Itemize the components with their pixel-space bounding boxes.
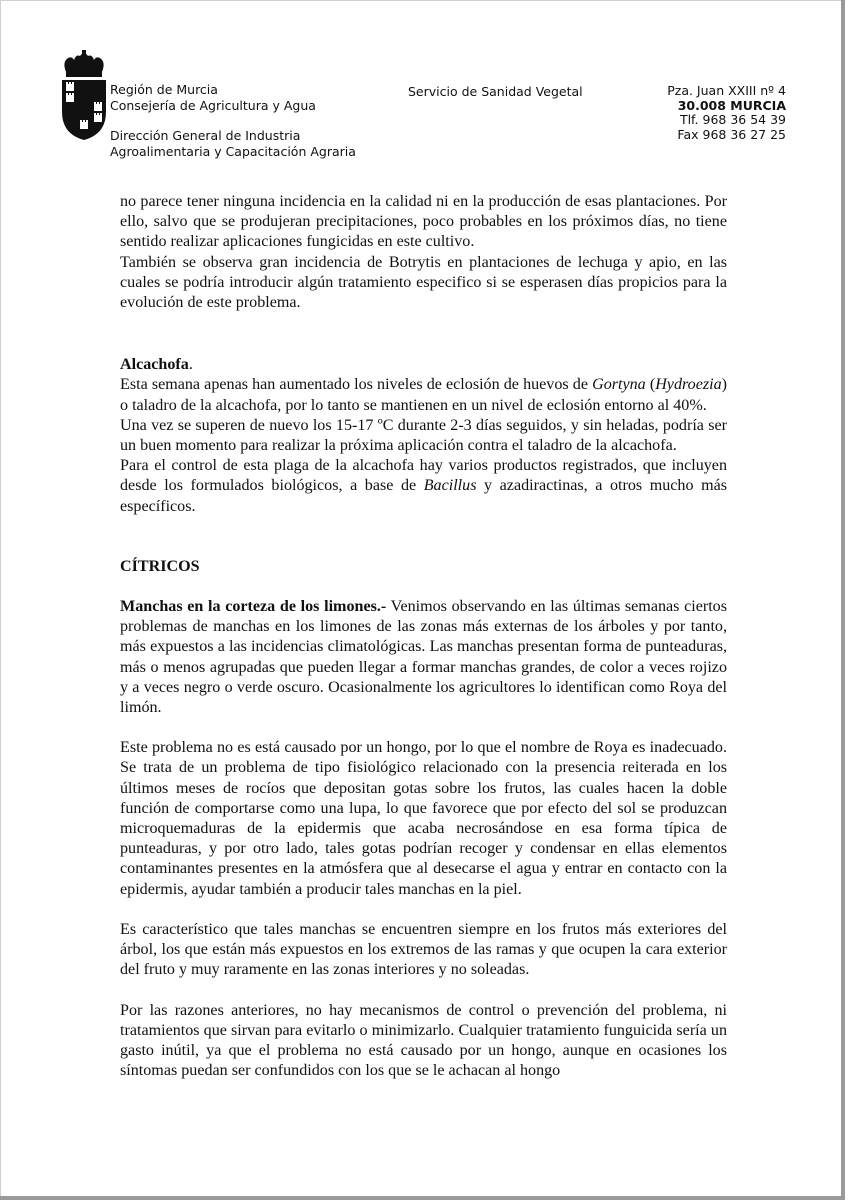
dir-line-1: Dirección General de Industria	[110, 128, 301, 143]
artichoke-p3-text-a: Para el control de esta plaga de la alcachofa hay varios productos registrados, que incluyen desde los formulados biológicos, a base de	[120, 457, 727, 495]
address-block	[600, 84, 786, 142]
artichoke-p1-text-c: ) o taladro de la alcachofa, por lo tanto se mantienen en un nivel de eclosión entorno al 40%.	[120, 376, 727, 414]
address-street: Pza. Juan XXIII nº 4	[667, 83, 786, 98]
citrus-p1-text: Venimos observando en las últimas semanas ciertos problemas de manchas en los limones de las zonas más externas de los árboles y por tanto, más expuestos a las incidencias climatológicas. Las manchas presentan forma de punteaduras, más o menos agrupadas que pueden llegar a formar manchas grandes, de color a veces rojizo y a veces negro o verde oscuro. Ocasionalmente los agricultores lo identifican como Roya del limón.	[120, 598, 727, 717]
artichoke-title-period: .	[188, 356, 193, 374]
artichoke-paragraph-1	[120, 375, 727, 415]
artichoke-title	[120, 355, 727, 375]
region-crest-logo	[58, 50, 110, 142]
artichoke-paragraph-3	[120, 456, 727, 517]
citrus-paragraph-1	[120, 597, 727, 718]
dir-line-2: Agroalimentaria y Capacitación Agraria	[110, 144, 356, 159]
org-line-2: Consejería de Agricultura y Agua	[110, 98, 316, 113]
citrus-paragraph-4: Por las razones anteriores, no hay mecanismos de control o prevención del problema, ni tratamientos que sirvan para evitarlo o minimizarlo. Cualquier tratamiento funguicida sería un gasto inútil, ya que el problema no está causado por un hongo, aunque en ocasiones los síntomas puedan ser confundidos con los que se le achacan al hongo	[120, 1001, 727, 1080]
artichoke-title-text: Alcachofa	[120, 356, 189, 374]
hydroezia-species: Hydroezia	[655, 376, 722, 394]
citrus-paragraph-3: Es característico que tales manchas se encuentren siempre en los frutos más exteriores del árbol, los que están más expuestos en los extremos de las ramas y que ocupen la cara exterior del fruto y muy raramente en las zonas interiores y no soleadas.	[120, 920, 727, 979]
gortyna-species: Gortyna	[592, 376, 646, 394]
citrus-p1-lead: Manchas en la corteza de los limones.-	[120, 598, 387, 616]
artichoke-p1-text-a: Esta semana apenas han aumentado los niveles de eclosión de huevos de	[120, 376, 593, 394]
address-city: 30.008 MURCIA	[677, 97, 786, 113]
directorate-name	[110, 128, 356, 160]
address-phone: Tlf. 968 36 54 39	[679, 112, 786, 127]
lettuce-paragraph-1: no parece tener ninguna incidencia en la calidad ni en la producción de esas plantaciones. Por ello, salvo que se produjeran precipitaciones, poco probables en los próximos días, no tiene sentido realizar aplicaciones fungicidas en este cultivo.	[120, 193, 727, 251]
organization-name	[110, 82, 316, 114]
service-name: Servicio de Sanidad Vegetal	[408, 84, 583, 99]
bacillus-species: Bacillus	[423, 477, 477, 495]
address-fax: Fax 968 36 27 25	[677, 126, 786, 142]
citrus-paragraph-2: Este problema no es está causado por un hongo, por lo que el nombre de Roya es inadecuado. Se trata de un problema de tipo fisiológico relacionado con la presencia reiterada en los últimos meses de rocíos que depositan gotas sobre los frutos, las cuales hacen la doble función de comportarse como una lupa, lo que favorece que por efecto del sol se produzcan microquemaduras de la epidermis que acaba necrosándose en esa forma típica de punteaduras, y por otro lado, tales gotas podrían recoger y condensar en ellas elementos contaminantes presentes en la atmósfera que al desecarse el agua y entrar en contacto con la epidermis, ayudar también a producir tales manchas en la piel.	[120, 739, 727, 898]
citrus-heading: CÍTRICOS	[120, 557, 200, 575]
lettuce-paragraph-2: También se observa gran incidencia de Botrytis en plantaciones de lechuga y apio, en las cuales se podría introducir algún tratamiento especifico si se esperasen días propicios para la evolución de este problema.	[120, 253, 727, 312]
artichoke-paragraph-2: Una vez se superen de nuevo los 15-17 ºC durante 2-3 días seguidos, y sin heladas, podría ser un buen momento para realizar la próxima aplicación contra el taladro de la alcachofa.	[120, 416, 727, 455]
document-body	[120, 192, 727, 1081]
artichoke-p3-text-b: y azadiractinas, a otros mucho más específicos.	[120, 477, 727, 515]
org-line-1: Región de Murcia	[110, 82, 218, 97]
artichoke-p1-text-b: (	[645, 376, 656, 394]
